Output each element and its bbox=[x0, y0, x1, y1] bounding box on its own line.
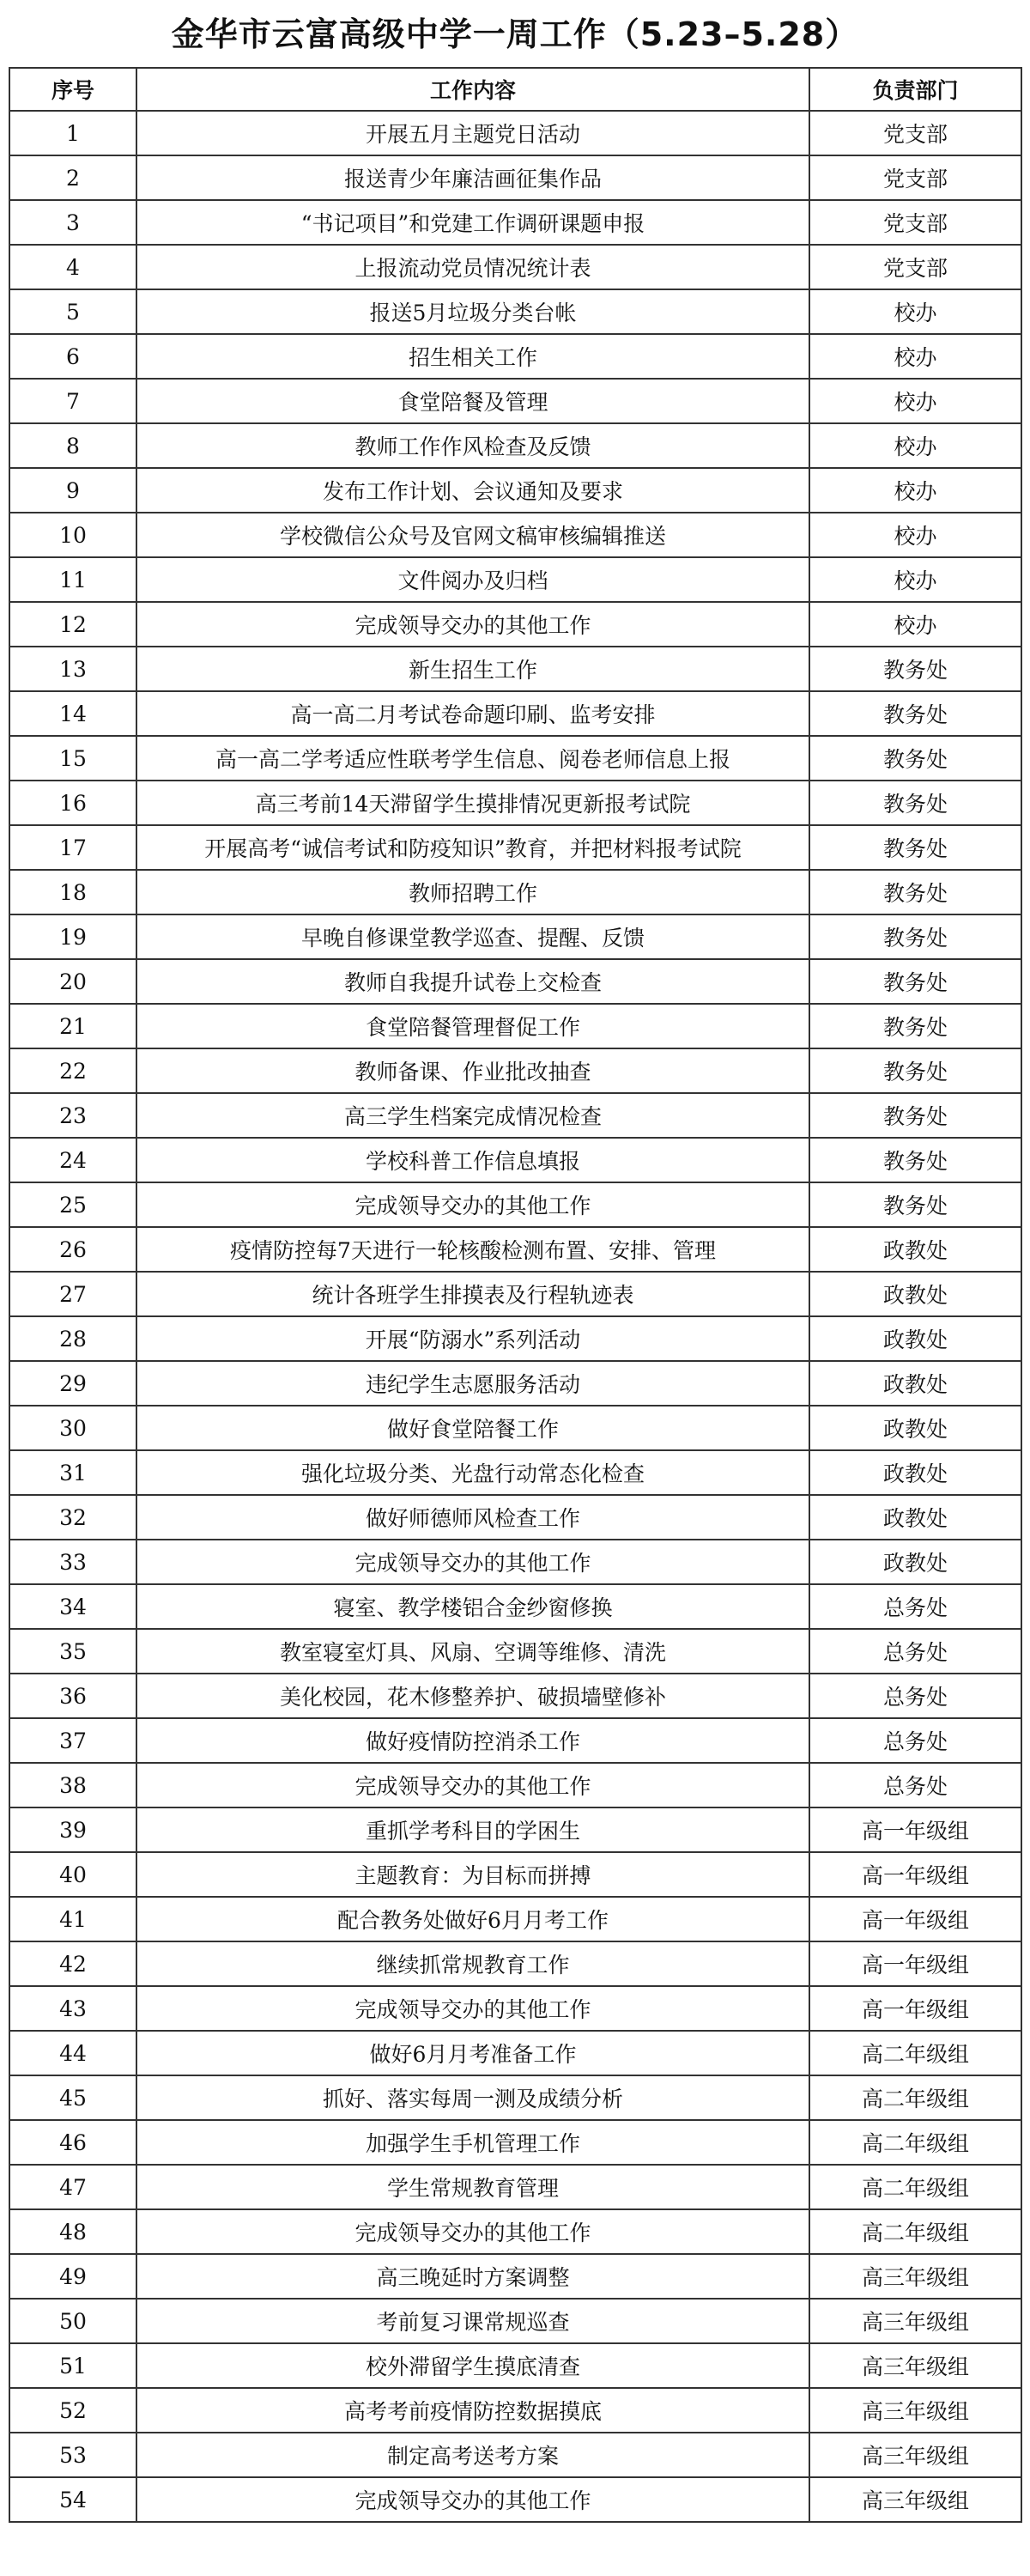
cell-responsible-dept: 党支部 bbox=[809, 245, 1021, 289]
cell-work-content: 做好6月月考准备工作 bbox=[136, 2031, 809, 2075]
table-row bbox=[9, 557, 1021, 602]
cell-responsible-dept: 高一年级组 bbox=[809, 1807, 1021, 1852]
table-row bbox=[9, 2254, 1021, 2299]
cell-responsible-dept: 党支部 bbox=[809, 111, 1021, 155]
cell-work-content: 寝室、教学楼铝合金纱窗修换 bbox=[136, 1584, 809, 1629]
cell-work-content: 开展“防溺水”系列活动 bbox=[136, 1316, 809, 1361]
table-row bbox=[9, 2031, 1021, 2075]
cell-responsible-dept: 高二年级组 bbox=[809, 2075, 1021, 2120]
cell-work-content: “书记项目”和党建工作调研课题申报 bbox=[136, 200, 809, 245]
table-row bbox=[9, 691, 1021, 736]
cell-responsible-dept: 政教处 bbox=[809, 1227, 1021, 1272]
table-row bbox=[9, 602, 1021, 647]
cell-serial-number: 25 bbox=[9, 1182, 136, 1227]
cell-responsible-dept: 校办 bbox=[809, 334, 1021, 379]
cell-responsible-dept: 教务处 bbox=[809, 959, 1021, 1004]
table-row bbox=[9, 1138, 1021, 1182]
cell-serial-number: 18 bbox=[9, 870, 136, 914]
cell-serial-number: 14 bbox=[9, 691, 136, 736]
cell-responsible-dept: 高一年级组 bbox=[809, 1941, 1021, 1986]
table-row bbox=[9, 1406, 1021, 1450]
cell-work-content: 教师招聘工作 bbox=[136, 870, 809, 914]
cell-work-content: 重抓学考科目的学困生 bbox=[136, 1807, 809, 1852]
cell-responsible-dept: 总务处 bbox=[809, 1629, 1021, 1674]
cell-work-content: 完成领导交办的其他工作 bbox=[136, 1182, 809, 1227]
cell-work-content: 疫情防控每7天进行一轮核酸检测布置、安排、管理 bbox=[136, 1227, 809, 1272]
cell-serial-number: 22 bbox=[9, 1048, 136, 1093]
table-row bbox=[9, 1316, 1021, 1361]
work-schedule-table bbox=[9, 67, 1022, 2523]
table-row bbox=[9, 289, 1021, 334]
table-row bbox=[9, 1495, 1021, 1540]
table-row bbox=[9, 1584, 1021, 1629]
cell-work-content: 学生常规教育管理 bbox=[136, 2165, 809, 2209]
table-row bbox=[9, 1093, 1021, 1138]
cell-responsible-dept: 高一年级组 bbox=[809, 1852, 1021, 1897]
cell-responsible-dept: 政教处 bbox=[809, 1495, 1021, 1540]
cell-serial-number: 27 bbox=[9, 1272, 136, 1316]
cell-serial-number: 1 bbox=[9, 111, 136, 155]
table-row bbox=[9, 334, 1021, 379]
cell-responsible-dept: 高二年级组 bbox=[809, 2120, 1021, 2165]
cell-responsible-dept: 政教处 bbox=[809, 1316, 1021, 1361]
table-row bbox=[9, 200, 1021, 245]
cell-serial-number: 15 bbox=[9, 736, 136, 781]
cell-work-content: 违纪学生志愿服务活动 bbox=[136, 1361, 809, 1406]
cell-serial-number: 23 bbox=[9, 1093, 136, 1138]
table-row bbox=[9, 2075, 1021, 2120]
table-row bbox=[9, 2388, 1021, 2433]
cell-serial-number: 45 bbox=[9, 2075, 136, 2120]
cell-work-content: 学校科普工作信息填报 bbox=[136, 1138, 809, 1182]
cell-serial-number: 26 bbox=[9, 1227, 136, 1272]
cell-serial-number: 47 bbox=[9, 2165, 136, 2209]
table-row bbox=[9, 155, 1021, 200]
cell-responsible-dept: 教务处 bbox=[809, 647, 1021, 691]
table-row bbox=[9, 468, 1021, 513]
table-row bbox=[9, 1852, 1021, 1897]
table-row bbox=[9, 1629, 1021, 1674]
cell-serial-number: 16 bbox=[9, 781, 136, 825]
header-work-content: 工作内容 bbox=[136, 68, 809, 111]
cell-serial-number: 54 bbox=[9, 2477, 136, 2522]
cell-work-content: 完成领导交办的其他工作 bbox=[136, 602, 809, 647]
cell-responsible-dept: 高三年级组 bbox=[809, 2477, 1021, 2522]
cell-responsible-dept: 党支部 bbox=[809, 200, 1021, 245]
cell-serial-number: 17 bbox=[9, 825, 136, 870]
cell-responsible-dept: 教务处 bbox=[809, 781, 1021, 825]
cell-responsible-dept: 校办 bbox=[809, 557, 1021, 602]
table-row bbox=[9, 1763, 1021, 1807]
cell-responsible-dept: 教务处 bbox=[809, 736, 1021, 781]
cell-responsible-dept: 总务处 bbox=[809, 1584, 1021, 1629]
cell-responsible-dept: 总务处 bbox=[809, 1718, 1021, 1763]
cell-work-content: 主题教育：为目标而拼搏 bbox=[136, 1852, 809, 1897]
table-row bbox=[9, 736, 1021, 781]
cell-work-content: 完成领导交办的其他工作 bbox=[136, 1986, 809, 2031]
cell-work-content: 早晚自修课堂教学巡查、提醒、反馈 bbox=[136, 914, 809, 959]
table-row bbox=[9, 914, 1021, 959]
table-row bbox=[9, 1450, 1021, 1495]
cell-work-content: 文件阅办及归档 bbox=[136, 557, 809, 602]
cell-serial-number: 42 bbox=[9, 1941, 136, 1986]
cell-work-content: 完成领导交办的其他工作 bbox=[136, 2209, 809, 2254]
cell-work-content: 教师工作作风检查及反馈 bbox=[136, 423, 809, 468]
cell-work-content: 教师自我提升试卷上交检查 bbox=[136, 959, 809, 1004]
cell-responsible-dept: 教务处 bbox=[809, 1048, 1021, 1093]
header-responsible-dept: 负责部门 bbox=[809, 68, 1021, 111]
table-row bbox=[9, 647, 1021, 691]
cell-responsible-dept: 高三年级组 bbox=[809, 2299, 1021, 2343]
cell-serial-number: 41 bbox=[9, 1897, 136, 1941]
cell-serial-number: 10 bbox=[9, 513, 136, 557]
cell-responsible-dept: 校办 bbox=[809, 468, 1021, 513]
cell-work-content: 食堂陪餐及管理 bbox=[136, 379, 809, 423]
cell-work-content: 制定高考送考方案 bbox=[136, 2433, 809, 2477]
cell-work-content: 发布工作计划、会议通知及要求 bbox=[136, 468, 809, 513]
cell-serial-number: 35 bbox=[9, 1629, 136, 1674]
table-row bbox=[9, 1540, 1021, 1584]
cell-serial-number: 8 bbox=[9, 423, 136, 468]
cell-serial-number: 33 bbox=[9, 1540, 136, 1584]
cell-serial-number: 50 bbox=[9, 2299, 136, 2343]
cell-responsible-dept: 教务处 bbox=[809, 825, 1021, 870]
cell-serial-number: 11 bbox=[9, 557, 136, 602]
cell-serial-number: 36 bbox=[9, 1674, 136, 1718]
table-row bbox=[9, 2120, 1021, 2165]
table-row bbox=[9, 111, 1021, 155]
cell-responsible-dept: 校办 bbox=[809, 289, 1021, 334]
cell-serial-number: 24 bbox=[9, 1138, 136, 1182]
header-serial-number: 序号 bbox=[9, 68, 136, 111]
cell-work-content: 校外滞留学生摸底清查 bbox=[136, 2343, 809, 2388]
cell-serial-number: 5 bbox=[9, 289, 136, 334]
table-row bbox=[9, 1941, 1021, 1986]
cell-responsible-dept: 高二年级组 bbox=[809, 2165, 1021, 2209]
table-row bbox=[9, 1272, 1021, 1316]
cell-serial-number: 9 bbox=[9, 468, 136, 513]
cell-responsible-dept: 党支部 bbox=[809, 155, 1021, 200]
table-header bbox=[9, 68, 1021, 111]
cell-serial-number: 32 bbox=[9, 1495, 136, 1540]
cell-responsible-dept: 教务处 bbox=[809, 914, 1021, 959]
table-row bbox=[9, 1718, 1021, 1763]
cell-responsible-dept: 政教处 bbox=[809, 1406, 1021, 1450]
cell-responsible-dept: 总务处 bbox=[809, 1763, 1021, 1807]
cell-responsible-dept: 政教处 bbox=[809, 1361, 1021, 1406]
cell-work-content: 上报流动党员情况统计表 bbox=[136, 245, 809, 289]
cell-serial-number: 51 bbox=[9, 2343, 136, 2388]
cell-work-content: 教室寝室灯具、风扇、空调等维修、清洗 bbox=[136, 1629, 809, 1674]
table-row bbox=[9, 2343, 1021, 2388]
table-row bbox=[9, 379, 1021, 423]
cell-work-content: 加强学生手机管理工作 bbox=[136, 2120, 809, 2165]
cell-serial-number: 7 bbox=[9, 379, 136, 423]
cell-serial-number: 46 bbox=[9, 2120, 136, 2165]
cell-serial-number: 20 bbox=[9, 959, 136, 1004]
cell-serial-number: 21 bbox=[9, 1004, 136, 1048]
cell-work-content: 统计各班学生排摸表及行程轨迹表 bbox=[136, 1272, 809, 1316]
table-row bbox=[9, 2165, 1021, 2209]
cell-work-content: 高一高二月考试卷命题印刷、监考安排 bbox=[136, 691, 809, 736]
page-title: 金华市云富高级中学一周工作（5.23–5.28） bbox=[171, 15, 859, 53]
cell-serial-number: 49 bbox=[9, 2254, 136, 2299]
cell-responsible-dept: 高三年级组 bbox=[809, 2254, 1021, 2299]
cell-work-content: 考前复习课常规巡查 bbox=[136, 2299, 809, 2343]
cell-responsible-dept: 高一年级组 bbox=[809, 1986, 1021, 2031]
cell-work-content: 招生相关工作 bbox=[136, 334, 809, 379]
cell-work-content: 报送5月垃圾分类台帐 bbox=[136, 289, 809, 334]
cell-serial-number: 28 bbox=[9, 1316, 136, 1361]
cell-work-content: 美化校园，花木修整养护、破损墙壁修补 bbox=[136, 1674, 809, 1718]
table-row bbox=[9, 245, 1021, 289]
cell-serial-number: 4 bbox=[9, 245, 136, 289]
cell-work-content: 抓好、落实每周一测及成绩分析 bbox=[136, 2075, 809, 2120]
cell-serial-number: 37 bbox=[9, 1718, 136, 1763]
table-row bbox=[9, 1004, 1021, 1048]
table-row bbox=[9, 513, 1021, 557]
cell-work-content: 高三学生档案完成情况检查 bbox=[136, 1093, 809, 1138]
table-row bbox=[9, 1227, 1021, 1272]
cell-responsible-dept: 高二年级组 bbox=[809, 2031, 1021, 2075]
cell-responsible-dept: 教务处 bbox=[809, 870, 1021, 914]
cell-responsible-dept: 校办 bbox=[809, 513, 1021, 557]
cell-work-content: 学校微信公众号及官网文稿审核编辑推送 bbox=[136, 513, 809, 557]
cell-work-content: 高考考前疫情防控数据摸底 bbox=[136, 2388, 809, 2433]
cell-serial-number: 48 bbox=[9, 2209, 136, 2254]
cell-work-content: 完成领导交办的其他工作 bbox=[136, 1763, 809, 1807]
table-row bbox=[9, 870, 1021, 914]
table-header-row bbox=[9, 68, 1021, 111]
cell-serial-number: 40 bbox=[9, 1852, 136, 1897]
cell-responsible-dept: 校办 bbox=[809, 379, 1021, 423]
cell-responsible-dept: 总务处 bbox=[809, 1674, 1021, 1718]
cell-responsible-dept: 教务处 bbox=[809, 1182, 1021, 1227]
table-row bbox=[9, 2299, 1021, 2343]
cell-serial-number: 12 bbox=[9, 602, 136, 647]
cell-serial-number: 53 bbox=[9, 2433, 136, 2477]
cell-serial-number: 39 bbox=[9, 1807, 136, 1852]
cell-work-content: 做好师德师风检查工作 bbox=[136, 1495, 809, 1540]
table-row bbox=[9, 2433, 1021, 2477]
table-row bbox=[9, 781, 1021, 825]
cell-responsible-dept: 教务处 bbox=[809, 1138, 1021, 1182]
cell-work-content: 强化垃圾分类、光盘行动常态化检查 bbox=[136, 1450, 809, 1495]
cell-work-content: 开展五月主题党日活动 bbox=[136, 111, 809, 155]
table-row bbox=[9, 1807, 1021, 1852]
table-row bbox=[9, 1986, 1021, 2031]
cell-serial-number: 52 bbox=[9, 2388, 136, 2433]
cell-responsible-dept: 校办 bbox=[809, 602, 1021, 647]
cell-work-content: 高三晚延时方案调整 bbox=[136, 2254, 809, 2299]
cell-responsible-dept: 高三年级组 bbox=[809, 2343, 1021, 2388]
table-row bbox=[9, 1182, 1021, 1227]
cell-serial-number: 29 bbox=[9, 1361, 136, 1406]
table-row bbox=[9, 2477, 1021, 2522]
cell-work-content: 完成领导交办的其他工作 bbox=[136, 2477, 809, 2522]
cell-responsible-dept: 政教处 bbox=[809, 1540, 1021, 1584]
table-row bbox=[9, 1048, 1021, 1093]
table-row bbox=[9, 959, 1021, 1004]
cell-serial-number: 3 bbox=[9, 200, 136, 245]
cell-serial-number: 2 bbox=[9, 155, 136, 200]
cell-work-content: 做好疫情防控消杀工作 bbox=[136, 1718, 809, 1763]
cell-responsible-dept: 高二年级组 bbox=[809, 2209, 1021, 2254]
cell-work-content: 报送青少年廉洁画征集作品 bbox=[136, 155, 809, 200]
table-row bbox=[9, 1897, 1021, 1941]
cell-responsible-dept: 教务处 bbox=[809, 691, 1021, 736]
cell-responsible-dept: 校办 bbox=[809, 423, 1021, 468]
cell-work-content: 继续抓常规教育工作 bbox=[136, 1941, 809, 1986]
table-row bbox=[9, 1674, 1021, 1718]
cell-work-content: 完成领导交办的其他工作 bbox=[136, 1540, 809, 1584]
cell-work-content: 高一高二学考适应性联考学生信息、阅卷老师信息上报 bbox=[136, 736, 809, 781]
cell-work-content: 配合教务处做好6月月考工作 bbox=[136, 1897, 809, 1941]
cell-work-content: 做好食堂陪餐工作 bbox=[136, 1406, 809, 1450]
cell-responsible-dept: 政教处 bbox=[809, 1450, 1021, 1495]
cell-serial-number: 44 bbox=[9, 2031, 136, 2075]
cell-serial-number: 34 bbox=[9, 1584, 136, 1629]
table-row bbox=[9, 825, 1021, 870]
cell-responsible-dept: 高一年级组 bbox=[809, 1897, 1021, 1941]
cell-serial-number: 31 bbox=[9, 1450, 136, 1495]
cell-serial-number: 38 bbox=[9, 1763, 136, 1807]
table-row bbox=[9, 423, 1021, 468]
cell-responsible-dept: 政教处 bbox=[809, 1272, 1021, 1316]
table-row bbox=[9, 2209, 1021, 2254]
table-body bbox=[9, 111, 1021, 2522]
cell-serial-number: 6 bbox=[9, 334, 136, 379]
cell-work-content: 高三考前14天滞留学生摸排情况更新报考试院 bbox=[136, 781, 809, 825]
cell-serial-number: 19 bbox=[9, 914, 136, 959]
cell-work-content: 教师备课、作业批改抽查 bbox=[136, 1048, 809, 1093]
cell-work-content: 开展高考“诚信考试和防疫知识”教育，并把材料报考试院 bbox=[136, 825, 809, 870]
cell-serial-number: 43 bbox=[9, 1986, 136, 2031]
cell-work-content: 新生招生工作 bbox=[136, 647, 809, 691]
cell-responsible-dept: 教务处 bbox=[809, 1093, 1021, 1138]
cell-responsible-dept: 高三年级组 bbox=[809, 2433, 1021, 2477]
cell-responsible-dept: 高三年级组 bbox=[809, 2388, 1021, 2433]
cell-work-content: 食堂陪餐管理督促工作 bbox=[136, 1004, 809, 1048]
cell-responsible-dept: 教务处 bbox=[809, 1004, 1021, 1048]
cell-serial-number: 30 bbox=[9, 1406, 136, 1450]
table-row bbox=[9, 1361, 1021, 1406]
cell-serial-number: 13 bbox=[9, 647, 136, 691]
